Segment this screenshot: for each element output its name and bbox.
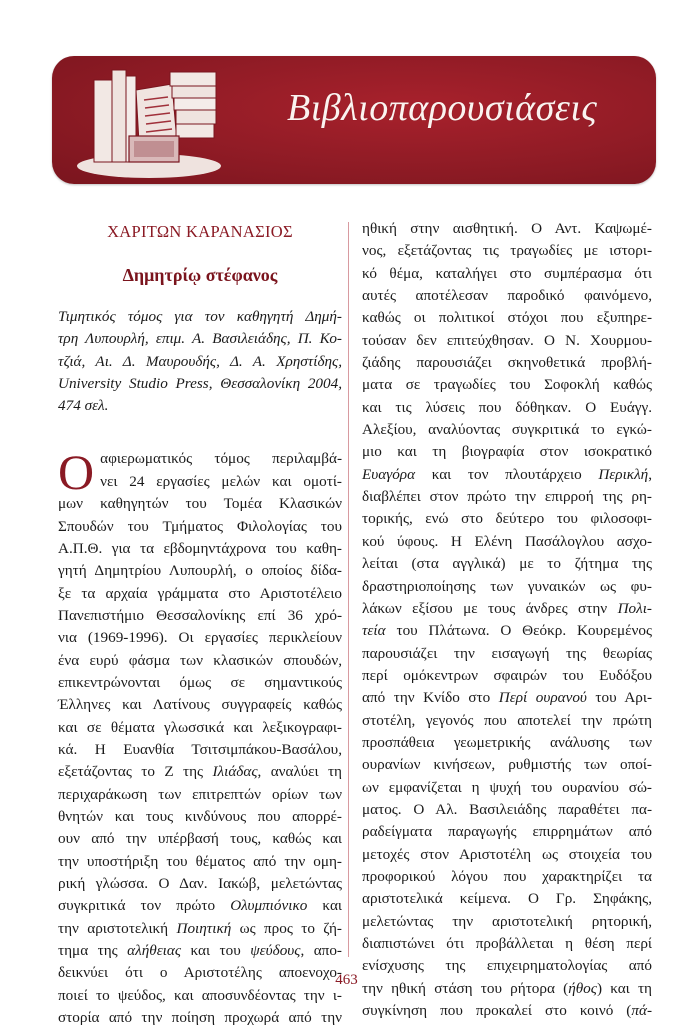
text-line: τεία του Πλάτωνα. Ο Θεόκρ. Κουρεμένος: [362, 622, 652, 640]
text-line: τρη Λυπουρλή, επιμ. Α. Βασιλειάδης, Π. Κο-: [58, 330, 342, 348]
text-line: ματος. Ο Αλ. Βασιλειάδης παραθέτει πα-: [362, 800, 652, 818]
text-line: προφορικού λόγου που χαρακτηρίζει τα: [362, 867, 652, 885]
text-line: Αλεξίου, αναλύοντας συγκριτικά το εγκώ-: [362, 421, 652, 439]
text-line: και τις λύσεις που δόθηκαν. Ο Ευάγγ.: [362, 398, 652, 416]
text-line: συγκριτικά τον πρώτο Ολυμπιόνικο και: [58, 897, 342, 915]
text-line: λείται (στα αγγλικά) με το ζήτημα της: [362, 555, 652, 573]
dropcap: Ο: [58, 444, 95, 501]
text-line: νια (1969-1996). Οι εργασίες περικλείουν: [58, 629, 342, 647]
text-line: προσπάθεια γεωμετρικής ανάλυσης των: [362, 733, 652, 751]
text-line: ένα ευρύ φάσμα των κλασικών σπουδών,: [58, 651, 342, 669]
text-line: δραστηριοποίησης των γυναικών ως φυ-: [362, 577, 652, 595]
text-line: Ευαγόρα και τον πλουτάρχειο Περικλή,: [362, 465, 652, 483]
text-line: παρουσιάζει την εισαγωγή της θεωρίας: [362, 644, 652, 662]
text-line: ουρανίων κινήσεων, ρυθμιστής των οποί-: [362, 756, 652, 774]
right-column: [362, 218, 652, 1022]
left-column: [58, 218, 342, 1029]
books-illustration-icon: [74, 62, 224, 180]
section-title: Βιβλιοπαρουσιάσεις: [287, 87, 598, 129]
text-line: νει 24 εργασίες μελών και ομοτί-: [100, 472, 342, 490]
text-line: ενίσχυσης της επιχειρηματολογίας από: [362, 957, 652, 975]
text-line: κά. Η Ευανθία Τσιτσιμπάκου-Βασάλου,: [58, 740, 342, 758]
text-line: στοτέλη, γεγονός που αποτελεί την πρώτη: [362, 711, 652, 729]
text-line: μων καθηγητών του Τομέα Κλασικών: [58, 495, 342, 513]
column-divider: [348, 222, 349, 957]
text-line: Σπουδών του Τμήματος Φιλολογίας του: [58, 517, 342, 535]
text-line: κό θέμα, καταλήγει στο συμπέρασμα ότι: [362, 264, 652, 282]
text-line: γητή Δημητρίου Λυπουρλή, ο οποίος δίδα-: [58, 562, 342, 580]
text-line: και σε θέματα γλωσσικά και λεξικογραφι-: [58, 718, 342, 736]
text-line: εξετάζοντας το Ζ της Ιλιάδας, αναλύει τη: [58, 763, 342, 781]
text-line: στορία από την ποίηση προχωρά από την: [58, 1009, 342, 1027]
page-number: 463: [335, 972, 358, 988]
text-line: την ηθική στάση του ρήτορα (ήθος) και τη: [362, 979, 653, 997]
text-line: διαπιστώνει ότι προβάλλεται η θέση περί: [362, 935, 652, 952]
text-line: ων εμφανίζεται η ψυχή του ουρανίου σώ-: [362, 778, 652, 796]
text-line: συγκίνηση που προκαλεί στο κοινό (πά-: [362, 1002, 652, 1020]
book-citation: [58, 306, 342, 417]
text-line: τζιά, Αι. Δ. Μαυρουδής, Δ. Α. Χρηστίδης,: [58, 352, 342, 370]
text-line: περιχαράκωση των επιτρεπτών ορίων των: [58, 785, 342, 803]
text-line: από την Κνίδο στο Περί ουρανού του Αρι-: [362, 689, 653, 707]
text-line: ρική γλώσσα. Ο Δαν. Ιακώβ, μελετώντας: [58, 875, 342, 893]
review-body-left: [58, 444, 342, 1029]
text-line: Έλληνες και Λατίνους συγγραφείς καθώς: [58, 696, 342, 714]
text-line: τούσαν δεν επιτεύχθησαν. Ο Ν. Χουρμου-: [362, 331, 652, 349]
review-author: ΧΑΡΙΤΩΝ ΚΑΡΑΝΑΣΙΟΣ: [107, 222, 293, 241]
text-line: την αριστοτελική Ποιητική ως προς το ζή-: [58, 919, 342, 937]
text-line: διαβλέπει στον πρώτο την επιρροή της ρη-: [362, 488, 652, 506]
text-line: ουν από την υπέρβασή τους, καθώς και: [58, 830, 342, 848]
text-line: νος, εξετάζοντας τις τραγωδίες με ιστορι-: [362, 242, 652, 260]
book-title: Δημητρίῳ στέφανος: [122, 265, 278, 285]
text-line: τορικής, ενώ στο δεύτερο του φιλοσοφι-: [362, 510, 652, 528]
text-line: ματα σε τραγωδίες του Σοφοκλή καθώς: [362, 376, 652, 394]
text-line: Α.Π.Θ. για τα εβδομηντάχρονα του καθη-: [58, 539, 342, 557]
text-line: Τιμητικός τόμος για τον καθηγητή Δημή-: [58, 308, 342, 325]
text-line: 474 σελ.: [58, 397, 109, 415]
text-line: αριστοτελικά κείμενα. Ο Γρ. Σηφάκης,: [362, 890, 652, 908]
text-line: ξε τα αρχαία γράμματα στο Αριστοτέλειο: [58, 584, 342, 602]
text-line: αφιερωματικός τόμος περιλαμβά-: [100, 450, 342, 468]
text-line: ραδείγματα παραγωγής επιρρημάτων από: [362, 823, 652, 841]
text-line: ζιάδης παρουσιάζει σκηνοθετικά προβλή-: [362, 354, 652, 372]
text-line: τημα της αλήθειας και του ψεύδους, απο-: [58, 942, 342, 960]
text-line: επικεντρώνονται όμως σε σημαντικούς: [58, 673, 342, 691]
text-line: θνητών και τους κινδύνους που απορρέ-: [58, 807, 342, 825]
text-line: κού ύφους. Η Ελένη Πασάλογλου ασχο-: [362, 532, 652, 550]
text-line: μιο και τη βιογραφία στον ισοκρατικό: [362, 443, 652, 461]
text-line: καθώς οι πολιτικοί στόχοι που εξυπηρε-: [362, 309, 652, 327]
text-line: ηθική στην αισθητική. Ο Αντ. Καψωμέ-: [362, 220, 652, 237]
left-column-text: [58, 444, 342, 1029]
text-line: ποιεί το ψεύδος, και αποσυνδέοντας την ι-: [58, 986, 342, 1004]
text-line: περί ομόκεντρων σφαιρών του Ευδόξου: [362, 666, 652, 684]
section-banner: [52, 56, 656, 184]
text-line: δεικνύει ότι ο Αριστοτέλης αποενοχο-: [58, 964, 342, 982]
text-line: μετοχές στον Αριστοτέλη ως στοιχεία του: [362, 845, 652, 863]
right-column-text: [362, 218, 652, 1022]
text-line: μελετώντας την αριστοτελική ρητορική,: [362, 912, 652, 930]
text-line: την υποστήριξη του θέματος από την ομη-: [58, 852, 342, 870]
text-line: University Studio Press, Θεσσαλονίκη 2004,: [58, 374, 342, 392]
text-line: αυτές αποτέλεσαν παροδικό φαινόμενο,: [362, 287, 652, 305]
text-line: λάκων εξίσου με τους άνδρες στην Πολι-: [362, 599, 652, 617]
text-line: Πανεπιστήμιο Θεσσαλονίκης επί 36 χρό-: [58, 606, 342, 624]
